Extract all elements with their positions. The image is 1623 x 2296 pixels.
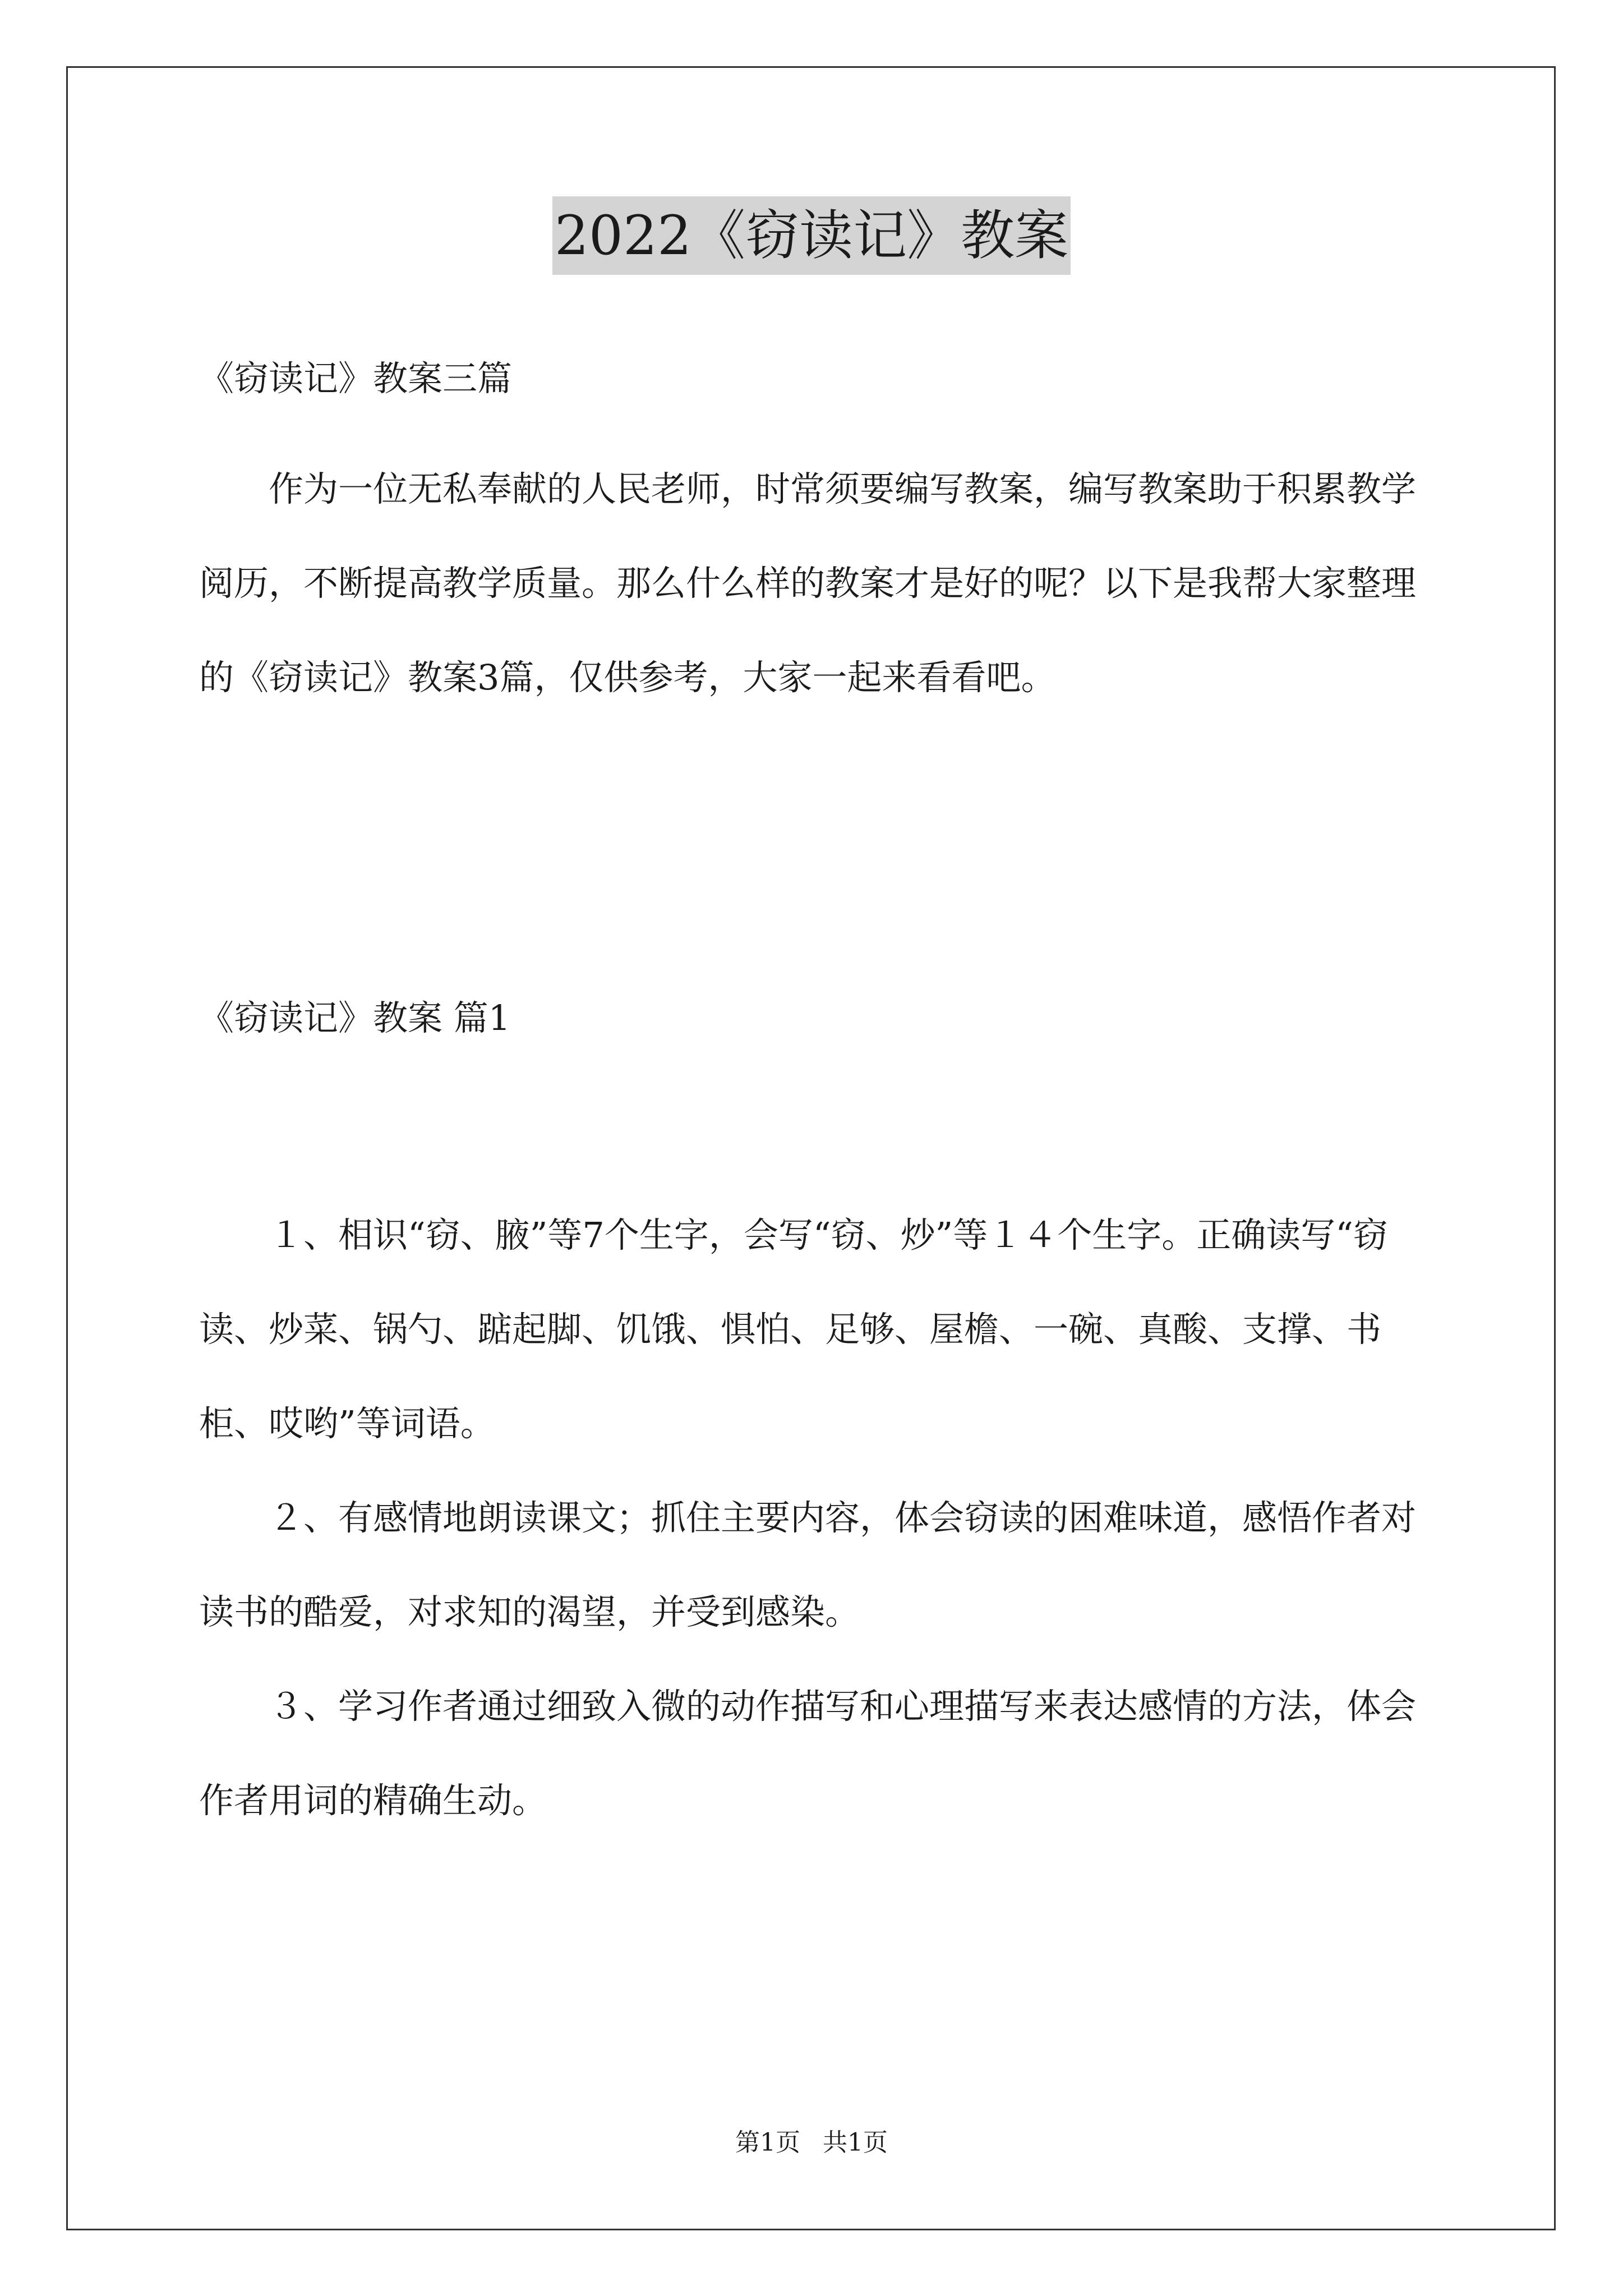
title-container — [0, 196, 1623, 275]
section-heading: 《窃读记》教案 篇1 — [199, 997, 511, 1038]
objective-item-1: １、相识“窃、腋”等7个生字，会写“窃、炒”等１４个生字。正确读写“窃读、炒菜、锅勺、踮起脚、饥饿、惧怕、足够、屋檐、一碗、真酸、支撑、书柜、哎哟”等词语。 — [199, 1214, 1388, 1444]
document-subtitle: 《窃读记》教案三篇 — [199, 358, 513, 399]
page-number-total: 共1页 — [823, 2128, 888, 2157]
page-number-current: 第1页 — [735, 2128, 800, 2157]
document-title: 2022《窃读记》教案 — [552, 196, 1071, 275]
page-footer — [0, 2126, 1623, 2160]
intro-paragraph: 作为一位无私奉献的人民老师，时常须要编写教案，编写教案助于积累教学阅历，不断提高教学质量。那么什么样的教案才是好的呢？以下是我帮大家整理的《窃读记》教案3篇，仅供参考，大家一起来看看吧。 — [199, 468, 1417, 698]
objective-item-2: ２、有感情地朗读课文；抓住主要内容，体会窃读的困难味道，感悟作者对读书的酷爱，对求知的渴望，并受到感染。 — [199, 1497, 1417, 1632]
objective-item-3: ３、学习作者通过细致入微的动作描写和心理描写来表达感情的方法，体会作者用词的精确生动。 — [199, 1686, 1417, 1821]
